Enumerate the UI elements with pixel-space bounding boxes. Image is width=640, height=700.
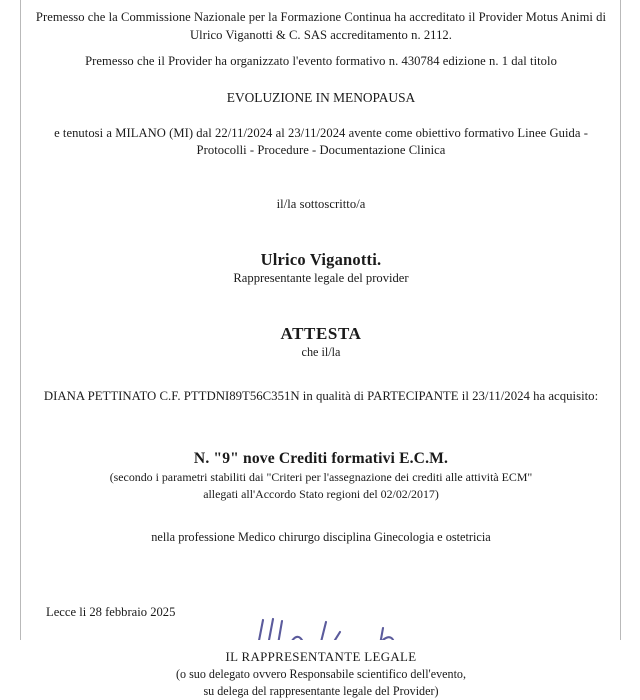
profession-line: nella professione Medico chirurgo disciplina Ginecologia e ostetricia [151, 530, 491, 544]
title-gap-top [32, 71, 610, 89]
page-right-border [620, 0, 621, 640]
attesta-heading: ATTESTA [280, 324, 362, 343]
top-spacer [32, 0, 610, 9]
certificate-body [22, 0, 620, 698]
undersigned-label: il/la sottoscritto/a [276, 196, 366, 211]
credits-gap-top [32, 405, 610, 441]
event-title: EVOLUZIONE IN MENOPAUSA [226, 89, 416, 105]
attesta-gap-top [32, 287, 610, 323]
place-date: Lecce li 28 febbraio 2025 [46, 605, 176, 619]
undersigned-gap-bottom [32, 213, 610, 249]
credits-heading: N. "9" nove Crediti formativi E.C.M. [193, 450, 449, 467]
profession-gap-top [32, 502, 610, 529]
credits-note-line-2: allegati all'Accordo Stato regioni del 02/02/2017) [203, 486, 439, 501]
footer-gap-top [32, 546, 610, 582]
handwritten-signature [240, 604, 460, 640]
event-objective-line: Protocolli - Procedure - Documentazione Clinica [196, 143, 446, 157]
page-left-border [20, 0, 21, 640]
signer-role: Rappresentante legale del provider [233, 271, 409, 285]
participant-gap-top [32, 360, 610, 387]
preamble-gap [32, 44, 610, 53]
signer-name: Ulrico Viganotti. [260, 250, 382, 269]
signature-heading: IL RAPPRESENTANTE LEGALE [225, 650, 417, 664]
undersigned-gap-top [32, 160, 610, 196]
preamble-line-2: Ulrico Viganotti & C. SAS accreditamento n. 2112. [190, 27, 452, 42]
title-gap-bottom [32, 107, 610, 125]
preamble-line-3: Premesso che il Provider ha organizzato l'evento formativo n. 430784 edizione n. 1 dal titolo [85, 54, 557, 68]
signature-ink [240, 604, 460, 640]
participant-line: DIANA PETTINATO C.F. PTTDNI89T56C351N in qualità di PARTECIPANTE il 23/11/2024 ha acquisito: [43, 389, 599, 403]
credits-note-line-1: (secondo i parametri stabiliti dai "Criteri per l'assegnazione dei crediti alle attività ECM" [109, 470, 533, 484]
signature-note-line-1: (o suo delegato ovvero Responsabile scientifico dell'evento, [176, 667, 466, 681]
footer-gap-extra [32, 582, 610, 604]
signature-note-line-2: su delega del rappresentante legale del Provider) [203, 684, 439, 698]
credits-gap-extra [32, 441, 610, 449]
attesta-subheading: che il/la [301, 345, 341, 359]
preamble-line-1: Premesso che la Commissione Nazionale per la Formazione Continua ha accreditato il Provider Motus Animi di [35, 10, 607, 24]
event-venue-line: e tenutosi a MILANO (MI) dal 22/11/2024 al 23/11/2024 avente come obiettivo formativo Linee Guida - [54, 125, 588, 140]
